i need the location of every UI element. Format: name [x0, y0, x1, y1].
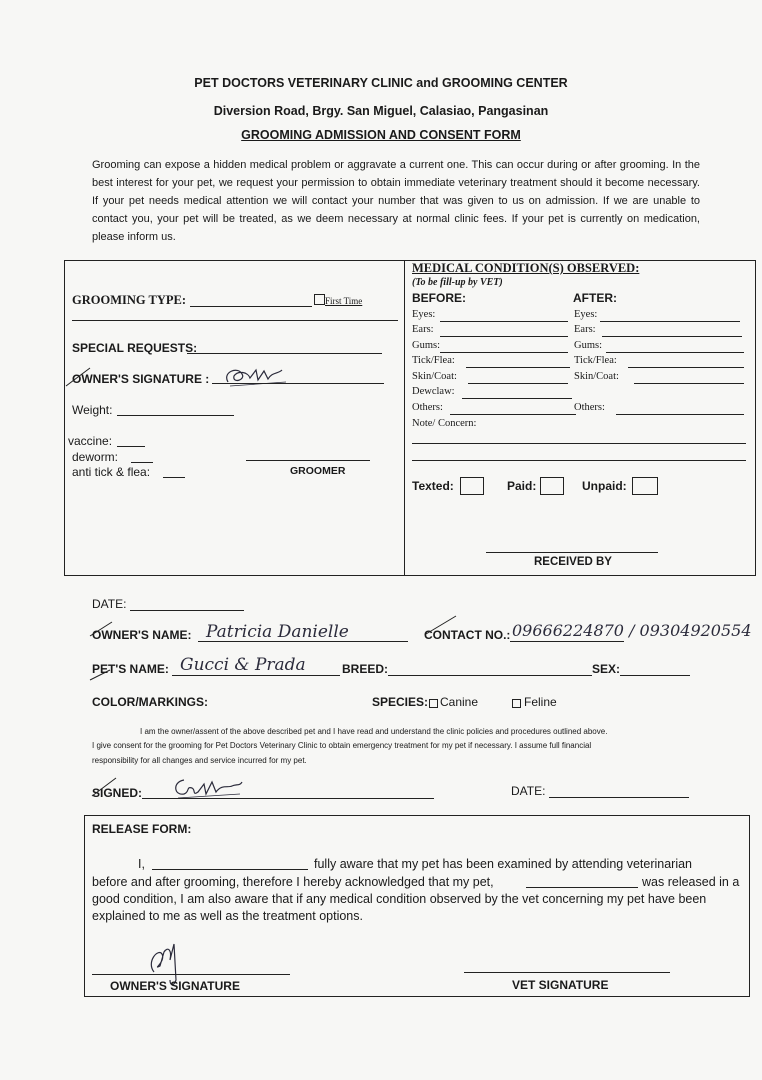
- pet-name-value[interactable]: Gucci & Prada: [180, 655, 306, 675]
- texted-checkbox[interactable]: [460, 477, 484, 495]
- consent-line-3: responsibility for all changes and service incurred for my pet.: [92, 756, 307, 765]
- unpaid-label: Unpaid:: [582, 479, 627, 493]
- clinic-name: PET DOCTORS VETERINARY CLINIC and GROOMING CENTER: [194, 76, 568, 90]
- before-row-label: Dewclaw:: [412, 386, 455, 397]
- after-row-label: Tick/Flea:: [574, 355, 617, 366]
- strike-mark: [64, 366, 92, 388]
- note-line-2[interactable]: [412, 460, 746, 461]
- after-row-line[interactable]: [628, 367, 744, 368]
- groomer-line[interactable]: [246, 460, 370, 461]
- strike-mark-3: [424, 614, 458, 636]
- weight-line[interactable]: [117, 415, 234, 416]
- before-row-label: Others:: [412, 402, 443, 413]
- before-row-line[interactable]: [468, 383, 568, 384]
- before-heading: BEFORE:: [412, 291, 466, 305]
- anti-tick-label: anti tick & flea:: [72, 465, 151, 479]
- vaccine-label: vaccine:: [68, 434, 113, 448]
- strike-mark-2: [88, 620, 114, 638]
- release-title: RELEASE FORM:: [92, 822, 192, 836]
- consent-line-2: I give consent for the grooming for Pet Doctors Veterinary Clinic to obtain emergency treatment for my pet if necessary. I assume full financial: [92, 741, 592, 750]
- feline-label: Feline: [524, 695, 557, 709]
- box-divider: [404, 260, 405, 575]
- first-time-checkbox[interactable]: [314, 294, 325, 305]
- canine-label: Canine: [440, 695, 479, 709]
- after-row-label: Others:: [574, 402, 605, 413]
- deworm-label: deworm:: [72, 450, 119, 464]
- consent-line-1: I am the owner/assent of the above described pet and I have read and understand the clinic policies and procedures outlined above.: [140, 727, 608, 736]
- date-line[interactable]: [130, 610, 244, 611]
- first-time-label: First Time: [325, 296, 363, 306]
- weight-label: Weight:: [72, 403, 113, 417]
- date-label: DATE:: [92, 597, 127, 611]
- grooming-type-line-2[interactable]: [72, 320, 398, 321]
- paid-checkbox[interactable]: [540, 477, 564, 495]
- after-heading: AFTER:: [573, 291, 617, 305]
- before-row-label: Tick/Flea:: [412, 355, 455, 366]
- note-line-1[interactable]: [412, 443, 746, 444]
- owner-name-label: OWNER'S NAME:: [92, 628, 192, 642]
- species-label: SPECIES:: [372, 695, 429, 709]
- before-row-line[interactable]: [462, 398, 572, 399]
- release-line-1a: I,: [138, 857, 145, 871]
- after-row-label: Gums:: [574, 340, 603, 351]
- medical-title: MEDICAL CONDITION(S) OBSERVED:: [412, 261, 640, 275]
- after-row-label: Skin/Coat:: [574, 371, 619, 382]
- canine-checkbox[interactable]: [429, 699, 438, 708]
- owner-name-line[interactable]: [198, 641, 408, 642]
- before-row-line[interactable]: [450, 414, 576, 415]
- release-name-line[interactable]: [152, 869, 308, 870]
- unpaid-checkbox[interactable]: [632, 477, 658, 495]
- after-row-line[interactable]: [616, 414, 744, 415]
- vet-signature-line[interactable]: [464, 972, 670, 973]
- signed-label: SIGNED:: [92, 786, 143, 800]
- note-label: Note/ Concern:: [412, 418, 477, 429]
- breed-label: BREED:: [342, 662, 389, 676]
- form-title: GROOMING ADMISSION AND CONSENT FORM: [241, 128, 521, 142]
- strike-mark-4: [88, 666, 112, 682]
- pet-name-line[interactable]: [172, 675, 340, 676]
- contact-line[interactable]: [510, 641, 624, 642]
- release-pet-line[interactable]: [526, 887, 638, 888]
- before-row-label: Eyes:: [412, 309, 436, 320]
- after-row-line[interactable]: [600, 321, 740, 322]
- special-requests-label: SPECIAL REQUESTS:: [72, 341, 198, 355]
- clinic-address: Diversion Road, Brgy. San Miguel, Calasiao, Pangasinan: [213, 104, 549, 118]
- texted-label: Texted:: [412, 479, 454, 493]
- grooming-type-line[interactable]: [190, 306, 312, 307]
- received-by-label: RECEIVED BY: [534, 556, 612, 568]
- pet-name-label: PET'S NAME:: [92, 662, 169, 676]
- release-line-3: good condition, I am also aware that if any medical condition observed by the vet concerning my pet have been: [92, 892, 707, 906]
- breed-line[interactable]: [388, 675, 592, 676]
- sex-label: SEX:: [592, 662, 621, 676]
- deworm-line[interactable]: [131, 462, 153, 463]
- before-row-line[interactable]: [466, 367, 570, 368]
- strike-mark-5: [90, 776, 118, 798]
- vet-signature-label: VET SIGNATURE: [512, 978, 609, 992]
- before-row-line[interactable]: [440, 321, 568, 322]
- owner-signature-mark: [220, 362, 290, 390]
- date-2-line[interactable]: [549, 797, 689, 798]
- after-row-label: Eyes:: [574, 309, 598, 320]
- release-line-2b: was released in a: [642, 875, 740, 889]
- before-row-line[interactable]: [440, 352, 568, 353]
- signed-line[interactable]: [142, 798, 434, 799]
- sex-line[interactable]: [620, 675, 690, 676]
- date-2-label: DATE:: [511, 784, 546, 798]
- release-owner-signature-label: OWNER'S SIGNATURE: [110, 979, 240, 993]
- owner-name-value[interactable]: Patricia Danielle: [206, 622, 349, 642]
- owner-signature-label: OWNER'S SIGNATURE :: [72, 372, 210, 386]
- groomer-label: GROOMER: [290, 465, 346, 477]
- vaccine-line[interactable]: [117, 446, 145, 447]
- grooming-type-label: GROOMING TYPE:: [72, 293, 187, 307]
- before-row-label: Ears:: [412, 324, 434, 335]
- release-line-4: explained to me as well as the treatment options.: [92, 909, 363, 923]
- release-line-1b: fully aware that my pet has been examined by attending veterinarian: [314, 857, 693, 871]
- contact-label: CONTACT NO.:: [424, 628, 511, 642]
- release-line-2a: before and after grooming, therefore I hereby acknowledged that my pet,: [92, 875, 494, 889]
- after-row-line[interactable]: [634, 383, 744, 384]
- after-row-line[interactable]: [606, 352, 744, 353]
- before-row-label: Skin/Coat:: [412, 371, 457, 382]
- anti-tick-line[interactable]: [163, 477, 185, 478]
- owner-signature-line[interactable]: [212, 383, 384, 384]
- release-owner-signature-line[interactable]: [92, 974, 290, 975]
- contact-value[interactable]: 09666224870 / 09304920554: [512, 621, 752, 640]
- special-requests-line[interactable]: [187, 353, 382, 354]
- received-by-line[interactable]: [486, 552, 658, 553]
- paid-label: Paid:: [507, 479, 537, 493]
- after-row-line[interactable]: [602, 336, 742, 337]
- medical-subtitle: (To be fill-up by VET): [412, 277, 503, 288]
- before-row-label: Gums:: [412, 340, 441, 351]
- before-row-line[interactable]: [440, 336, 568, 337]
- feline-checkbox[interactable]: [512, 699, 521, 708]
- color-markings-label: COLOR/MARKINGS:: [92, 695, 208, 709]
- intro-paragraph: Grooming can expose a hidden medical problem or aggravate a current one. This can occur during or after grooming. In the best interest for your pet, we request your permission to obtain immediate veterinary treatment should it become necessary. If your pet needs medical attention we will contact your number that was given to us on admission. If we are unable to contact you, your pet will be treated, as we deem necessary at normal clinic fees. If your pet is currently on medication, please inform us.: [92, 159, 700, 243]
- after-row-label: Ears:: [574, 324, 596, 335]
